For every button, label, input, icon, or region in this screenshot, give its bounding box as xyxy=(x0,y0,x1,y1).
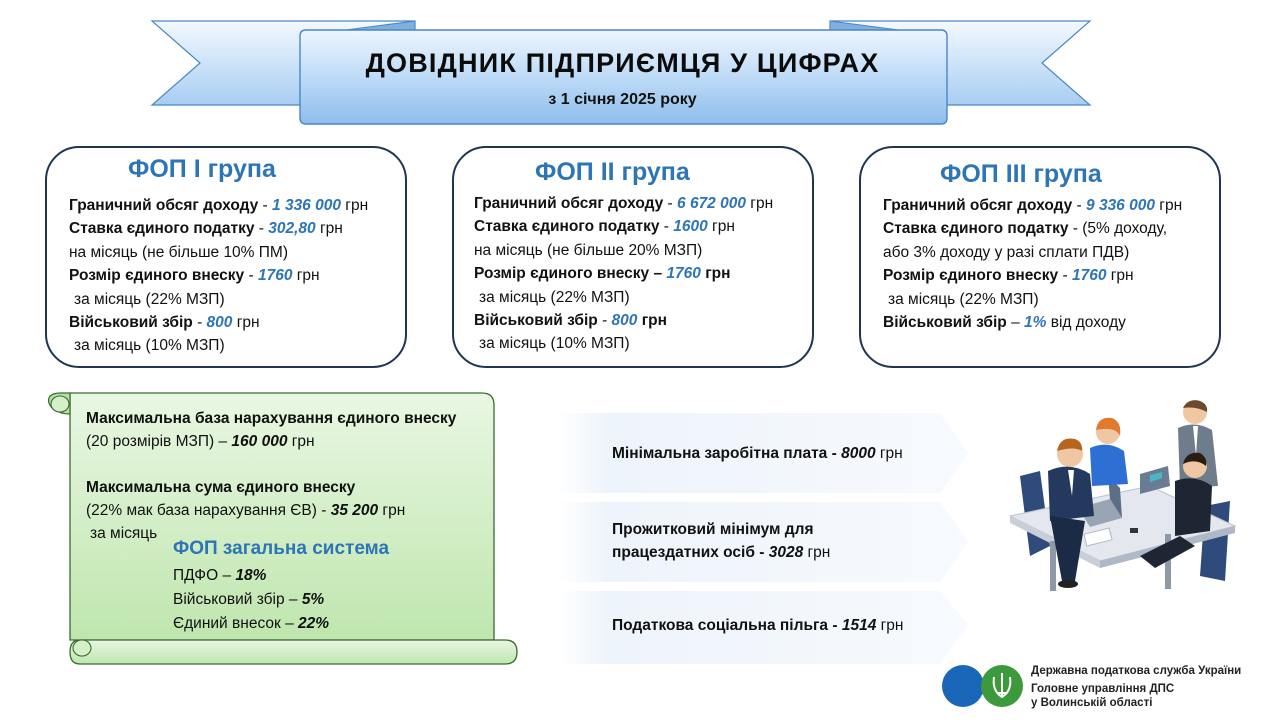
min-wage-indicator: Мінімальна заробітна плата - 8000 грн xyxy=(612,445,903,462)
fop2-title: ФОП ІІ група xyxy=(535,158,690,186)
footer-agency: Державна податкова служба України xyxy=(1031,665,1242,677)
business-meeting-illustration xyxy=(990,396,1245,596)
fop3-title: ФОП ІІІ група xyxy=(940,160,1102,188)
page-subtitle: з 1 січня 2025 року xyxy=(548,91,697,108)
footer-region: у Волинській області xyxy=(1031,697,1153,709)
pdfo-line: ПДФО – 18% xyxy=(173,567,267,584)
footer-department: Головне управління ДПС xyxy=(1031,683,1175,695)
subsistence-indicator: Прожитковий мінімум для працездатних осіб - 3028 грн xyxy=(612,521,831,561)
fop3-details: Граничний обсяг доходу - 9 336 000 грн Ставка єдиного податку - (5% доходу, або 3% доходу у разі сплати ПДВ) Розмір єдиного внеску - 1760 грн за місяць (22% МЗП) Військовий збір – 1% від доходу xyxy=(883,197,1183,332)
max-sum-block: Максимальна сума єдиного внеску (22% мак база нарахування ЄВ) - 35 200 грн за місяць xyxy=(86,479,406,542)
tax-service-logo xyxy=(940,663,1026,709)
single-contribution-line: Єдиний внесок – 22% xyxy=(173,615,330,632)
fop1-details: Граничний обсяг доходу - 1 336 000 грн Ставка єдиного податку - 302,80 грн на місяць (не більше 10% ПМ) Розмір єдиного внеску - 1760 грн за місяць (22% МЗП) Військовий збір - 800 грн за місяць (10% МЗП) xyxy=(69,197,369,355)
fop2-details: Граничний обсяг доходу - 6 672 000 грн Ставка єдиного податку - 1600 грн на місяць (не більше 20% МЗП) Розмір єдиного внеску – 1760 грн за місяць (22% МЗП) Військовий збір - 800 грн за місяць (10% МЗП) xyxy=(474,195,774,353)
social-benefit-indicator: Податкова соціальна пільга - 1514 грн xyxy=(612,617,904,634)
max-base-block: Максимальна база нарахування єдиного внеску (20 розмірів МЗП) – 160 000 грн xyxy=(86,410,457,450)
fop1-title: ФОП І група xyxy=(128,155,276,183)
military-levy-line: Військовий збір – 5% xyxy=(173,591,325,608)
page-title: ДОВІДНИК ПІДПРИЄМЦЯ У ЦИФРАХ xyxy=(365,48,880,78)
blue-circle-icon xyxy=(942,665,984,707)
general-system-title: ФОП загальна система xyxy=(173,538,390,559)
